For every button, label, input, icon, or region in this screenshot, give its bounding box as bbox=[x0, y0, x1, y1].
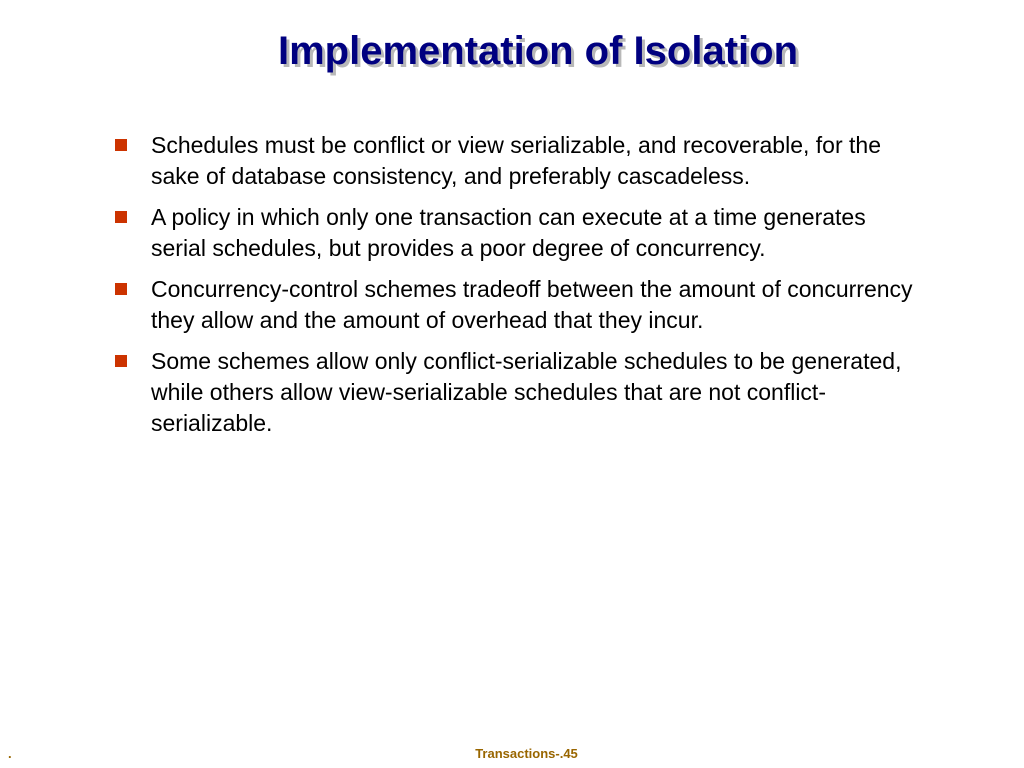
footer-left-mark: . bbox=[8, 746, 12, 761]
bullet-item bbox=[115, 274, 915, 336]
bullet-list bbox=[115, 130, 915, 449]
bullet-text: Some schemes allow only conflict-serializable schedules to be generated, while others allow view-serializable schedules that are not conflict-serializable. bbox=[151, 348, 902, 436]
bullet-item bbox=[115, 346, 915, 439]
bullet-item bbox=[115, 130, 915, 192]
square-bullet-icon bbox=[115, 283, 127, 295]
square-bullet-icon bbox=[115, 211, 127, 223]
bullet-text: A policy in which only one transaction can execute at a time generates serial schedules, but provides a poor degree of concurrency. bbox=[151, 204, 866, 261]
bullet-text: Concurrency-control schemes tradeoff between the amount of concurrency they allow and the amount of overhead that they incur. bbox=[151, 276, 913, 333]
footer-slide-label: Transactions-.45 bbox=[475, 746, 578, 761]
bullet-item bbox=[115, 202, 915, 264]
bullet-text: Schedules must be conflict or view serializable, and recoverable, for the sake of database consistency, and preferably cascadeless. bbox=[151, 132, 881, 189]
square-bullet-icon bbox=[115, 139, 127, 151]
square-bullet-icon bbox=[115, 355, 127, 367]
slide-title: Implementation of Isolation bbox=[277, 29, 799, 73]
